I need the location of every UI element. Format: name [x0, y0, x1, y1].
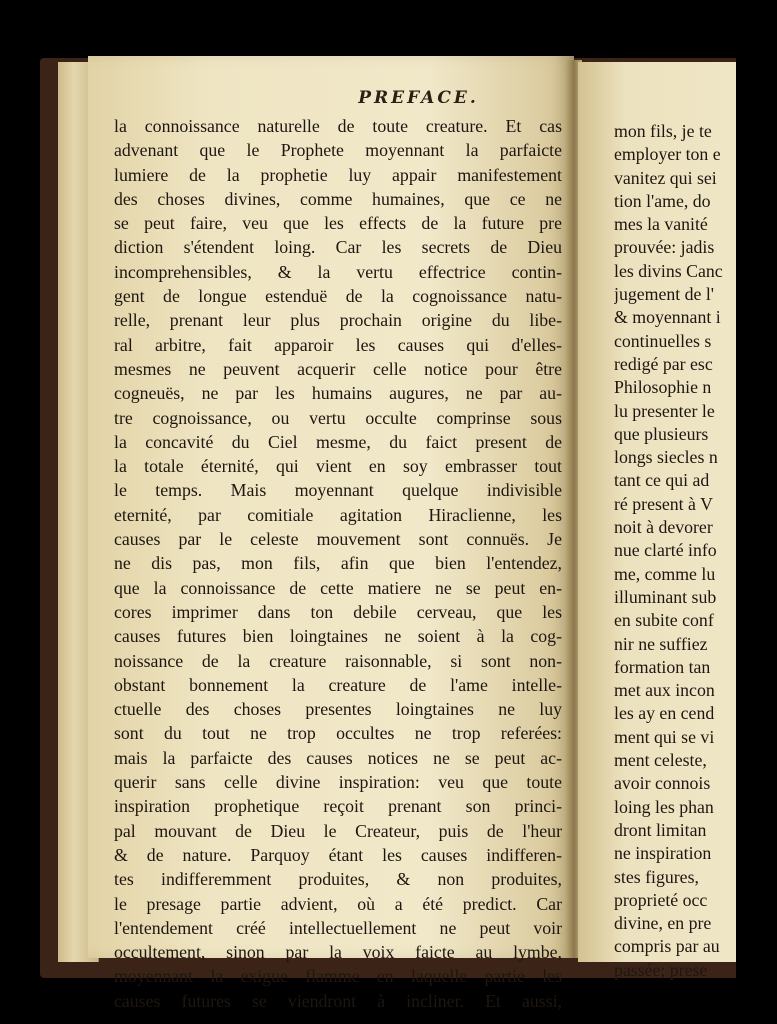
left-text-line: noissance de la creature raisonnable, si sont non-: [114, 650, 562, 671]
right-text-line: prouvée: jadis: [614, 237, 715, 258]
left-text-line: que la connoissance de cette matiere ne se peut en-: [114, 577, 562, 598]
right-text-line: loing les phan: [614, 796, 714, 817]
right-text-line: les ay en cend: [614, 703, 715, 724]
right-text-line: ne inspiration: [614, 843, 712, 864]
left-text-line: sont du tout ne trop occultes ne trop referées:: [114, 723, 562, 744]
right-text-line: en subite conf: [614, 610, 714, 631]
left-text-line: tes indifferemment produites, & non produites,: [114, 869, 562, 890]
left-text-line: incomprehensibles, & la vertu effectrice contin-: [114, 261, 562, 282]
left-text-line: causes par le celeste mouvement sont connuës. Je: [114, 529, 562, 550]
left-text-line: moyennant la exigue flamme en laquelle partie les: [114, 966, 562, 987]
left-text-line: des choses divines, comme humaines, que ce ne: [114, 188, 562, 209]
left-text-line: causes futures bien loingtaines ne soient à la cog-: [114, 626, 562, 647]
right-text-line: mes la vanité: [614, 214, 708, 235]
right-text-line: compris par au: [614, 936, 720, 957]
right-text-line: nir ne suffiez: [614, 633, 708, 654]
right-text-line: redigé par esc: [614, 353, 713, 374]
right-text-line: que plusieurs: [614, 423, 709, 444]
right-text-line: vanitez qui sei: [614, 167, 717, 188]
left-text-line: inspiration prophetique reçoit prenant son princi-: [114, 796, 562, 817]
right-text-line: illuminant sub: [614, 586, 717, 607]
right-text-line: les divins Canc: [614, 260, 723, 281]
left-text-line: relle, prenant leur plus prochain origine du libe-: [114, 310, 562, 331]
left-text-line: mesmes ne peuvent acquerir celle notice pour être: [114, 358, 562, 379]
left-text-line: mais la parfaicte des causes notices ne se peut ac-: [114, 747, 562, 768]
right-text-line: tion l'ame, do: [614, 190, 711, 211]
right-text-line: met aux incon: [614, 680, 715, 701]
left-text-line: lumiere de la prophetie luy appair manifestement: [114, 164, 562, 185]
right-text-line: divine, en pre: [614, 913, 712, 934]
left-text-line: cogneuës, ne par les humains augures, ne par au-: [114, 383, 562, 404]
right-text-line: longs siecles n: [614, 447, 718, 468]
right-text-line: passée; prese: [614, 959, 708, 980]
left-text-line: gent de longue estenduë de la cognoissance natu-: [114, 286, 562, 307]
left-text-line: la concavité du Ciel mesme, du faict present de: [114, 431, 562, 452]
right-text-line: ré present à V: [614, 493, 713, 514]
left-text-line: le temps. Mais moyennant quelque indivisible: [114, 480, 562, 501]
left-text-line: la connoissance naturelle de toute creature. Et cas: [114, 116, 562, 136]
right-text-line: me, comme lu: [614, 563, 716, 584]
running-head: PREFACE.: [358, 88, 479, 108]
left-text-line: obstant bonnement la creature de l'ame intelle-: [114, 674, 562, 695]
right-page-text: [614, 120, 744, 982]
right-text-line: ment qui se vi: [614, 726, 715, 747]
right-text-line: stes figures,: [614, 866, 699, 887]
left-text-line: tre cognoissance, ou vertu occulte comprinse sous: [114, 407, 562, 428]
left-page-text: [114, 114, 562, 1013]
left-text-line: se peut faire, veu que les effects de la future pre: [114, 213, 562, 234]
left-text-line: cores imprimer dans ton debile cerveau, que les: [114, 601, 562, 622]
right-text-line: continuelles s: [614, 330, 712, 351]
right-text-line: noit à devorer: [614, 517, 713, 538]
right-text-line: proprieté occ: [614, 889, 708, 910]
right-text-line: avoir connois: [614, 773, 711, 794]
right-text-line: formation tan: [614, 656, 711, 677]
right-text-line: nue clarté info: [614, 540, 717, 561]
left-text-line: causes futures se viendront à incliner. Et aussi,: [114, 990, 562, 1011]
left-text-line: querir sans celle divine inspiration: veu que toute: [114, 772, 562, 793]
right-text-line: lu presenter le: [614, 400, 715, 421]
left-text-line: eternité, par comitiale agitation Hiraclienne, les: [114, 504, 562, 525]
right-text-line: employer ton e: [614, 144, 721, 165]
left-text-line: pal mouvant de Dieu le Createur, puis de l'heur: [114, 820, 562, 841]
right-text-line: Philosophie n: [614, 377, 712, 398]
left-text-line: le presage partie advient, où a été predict. Car: [114, 893, 562, 914]
right-text-line: jugement de l': [614, 284, 714, 305]
right-text-line: tant ce qui ad: [614, 470, 710, 491]
left-text-line: ctuelle des choses presentes loingtaines ne luy: [114, 699, 562, 720]
right-text-line: dront limitan: [614, 819, 707, 840]
left-text-line: advenant que le Prophete moyennant la parfaicte: [114, 140, 562, 161]
left-text-line: ral arbitre, fait apparoir les causes qui d'elles-: [114, 334, 562, 355]
right-text-line: & moyennant i: [614, 307, 721, 328]
left-text-line: & de nature. Parquoy étant les causes indifferen-: [114, 844, 562, 865]
left-text-line: la totale éternité, qui vient en soy embrasser tout: [114, 456, 562, 477]
right-text-line: mon fils, je te: [614, 121, 712, 141]
left-text-line: occultement, sinon par la voix faicte au lymbe,: [114, 942, 562, 963]
right-text-line: ment celeste,: [614, 750, 707, 771]
left-text-line: ne dis pas, mon fils, afin que bien l'entendez,: [114, 553, 562, 574]
left-text-line: l'entendement créé intellectuellement ne peut voir: [114, 917, 562, 938]
left-text-line: diction s'étendent loing. Car les secrets de Dieu: [114, 237, 562, 258]
